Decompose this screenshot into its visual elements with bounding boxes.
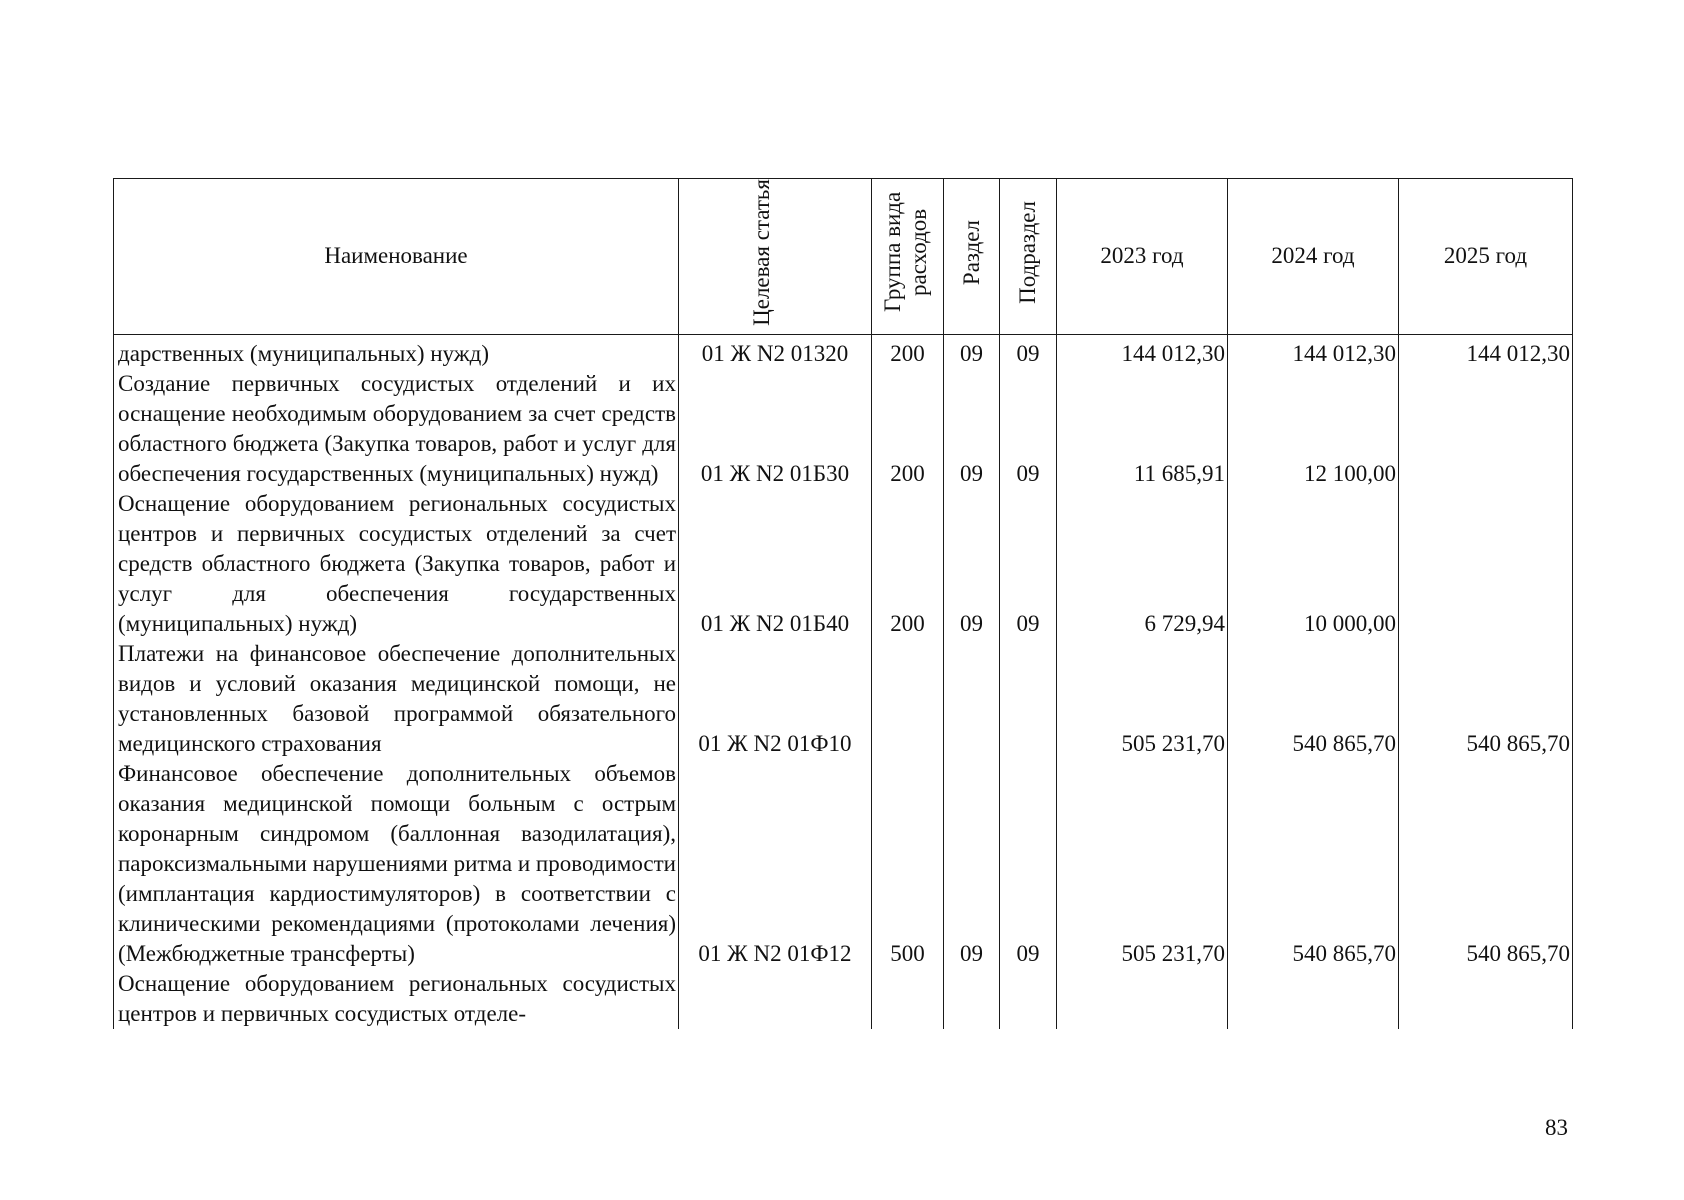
header-target-article: Целевая статья — [679, 179, 872, 335]
row-value-2023: 505 231,70 — [1057, 639, 1228, 759]
row-section: 09 — [944, 759, 1000, 969]
row-value-2024: 144 012,30 — [1228, 334, 1399, 369]
row-value-2023: 144 012,30 — [1057, 334, 1228, 369]
row-target-article: 01 Ж N2 01Б30 — [679, 369, 872, 489]
page-number: 83 — [1545, 1115, 1568, 1140]
row-value-2025 — [1399, 369, 1573, 489]
row-expense-group: 500 — [872, 759, 944, 969]
header-name: Наименование — [114, 179, 679, 335]
row-target-article: 01 Ж N2 01Ф12 — [679, 759, 872, 969]
row-subsection: 09 — [1000, 369, 1057, 489]
row-name: дарственных (муниципальных) нужд) — [114, 334, 679, 369]
row-subsection — [1000, 639, 1057, 759]
table-row — [114, 334, 1573, 369]
row-value-2024 — [1228, 969, 1399, 1029]
header-2024: 2024 год — [1228, 179, 1399, 335]
row-target-article: 01 Ж N2 01Б40 — [679, 489, 872, 639]
row-target-article: 01 Ж N2 01Ф10 — [679, 639, 872, 759]
row-name: Оснащение оборудованием региональных сосудистых центров и первичных сосудистых отделе- — [114, 969, 679, 1029]
row-expense-group: 200 — [872, 369, 944, 489]
row-section: 09 — [944, 489, 1000, 639]
row-expense-group: 200 — [872, 489, 944, 639]
row-target-article — [679, 969, 872, 1029]
row-name: Платежи на финансовое обеспечение дополнительных видов и условий оказания медицинской помощи, не установленных базовой программой обязательного медицинского страхования — [114, 639, 679, 759]
table-row — [114, 759, 1573, 969]
row-value-2024: 10 000,00 — [1228, 489, 1399, 639]
row-subsection: 09 — [1000, 759, 1057, 969]
row-value-2024: 540 865,70 — [1228, 639, 1399, 759]
row-expense-group — [872, 639, 944, 759]
header-expense-group: Группа вида расходов — [872, 179, 944, 335]
row-subsection — [1000, 969, 1057, 1029]
header-section: Раздел — [944, 179, 1000, 335]
table-header-row — [114, 179, 1573, 335]
row-value-2023: 6 729,94 — [1057, 489, 1228, 639]
header-subsection: Подраздел — [1000, 179, 1057, 335]
row-value-2025: 144 012,30 — [1399, 334, 1573, 369]
row-section — [944, 639, 1000, 759]
row-value-2023 — [1057, 969, 1228, 1029]
row-subsection: 09 — [1000, 489, 1057, 639]
table-row — [114, 369, 1573, 489]
row-section: 09 — [944, 369, 1000, 489]
header-2023: 2023 год — [1057, 179, 1228, 335]
row-value-2024: 540 865,70 — [1228, 759, 1399, 969]
table-row — [114, 969, 1573, 1029]
header-2025: 2025 год — [1399, 179, 1573, 335]
row-name: Создание первичных сосудистых отделений и их оснащение необходимым оборудованием за счет средств областного бюджета (Закупка товаров, работ и услуг для обеспечения государственных (муниципальных) нужд) — [114, 369, 679, 489]
row-value-2025 — [1399, 489, 1573, 639]
row-target-article: 01 Ж N2 01320 — [679, 334, 872, 369]
row-section — [944, 969, 1000, 1029]
row-value-2025: 540 865,70 — [1399, 639, 1573, 759]
row-section: 09 — [944, 334, 1000, 369]
row-value-2023: 505 231,70 — [1057, 759, 1228, 969]
row-value-2024: 12 100,00 — [1228, 369, 1399, 489]
row-expense-group: 200 — [872, 334, 944, 369]
row-value-2023: 11 685,91 — [1057, 369, 1228, 489]
budget-table — [113, 178, 1573, 1029]
row-value-2025: 540 865,70 — [1399, 759, 1573, 969]
row-name: Финансовое обеспечение дополнительных объемов оказания медицинской помощи больным с острым коронарным синдромом (баллонная вазодилатация), пароксизмальными нарушениями ритма и проводимости (имплантация кардиостимуляторов) в соответствии с клиническими рекомендациями (протоколами лечения) (Межбюджетные трансферты) — [114, 759, 679, 969]
row-subsection: 09 — [1000, 334, 1057, 369]
row-value-2025 — [1399, 969, 1573, 1029]
table-row — [114, 489, 1573, 639]
table-row — [114, 639, 1573, 759]
row-name: Оснащение оборудованием региональных сосудистых центров и первичных сосудистых отделений за счет средств областного бюджета (Закупка товаров, работ и услуг для обеспечения государственных (муниципальных) нужд) — [114, 489, 679, 639]
row-expense-group — [872, 969, 944, 1029]
